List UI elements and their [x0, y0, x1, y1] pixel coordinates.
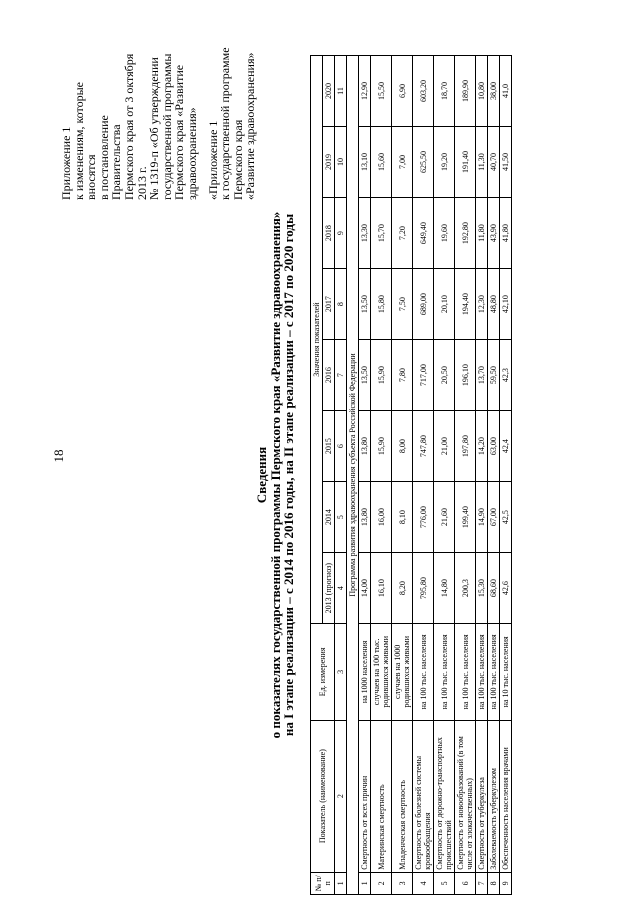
value-cell: 10,80 [476, 56, 488, 127]
value-cell: 189,90 [455, 56, 476, 127]
value-cell: 15,50 [371, 56, 392, 127]
header-num: № п/п [311, 872, 335, 894]
col-number: 11 [335, 56, 347, 127]
value-cell: 13,30 [359, 198, 371, 269]
value-cell: 19,60 [434, 198, 455, 269]
column-number-row [335, 56, 347, 895]
col-number: 3 [335, 624, 347, 720]
unit-cell: случаев на 1000 родившихся живыми [392, 624, 413, 720]
row-number: 8 [488, 872, 500, 894]
unit-cell: случаев на 100 тыс. родившихся живыми [371, 624, 392, 720]
value-cell: 200,3 [455, 553, 476, 624]
value-cell: 15,90 [371, 411, 392, 482]
value-cell: 15,70 [371, 198, 392, 269]
value-cell: 41,80 [500, 198, 512, 269]
unit-cell: на 100 тыс. населения [476, 624, 488, 720]
value-cell: 12,30 [476, 269, 488, 340]
section-title: Программа развития здравоохранения субъекта Российской Федерации [347, 56, 359, 895]
header-year: 2017 [323, 269, 335, 340]
value-cell: 191,40 [455, 127, 476, 198]
value-cell: 6,90 [392, 56, 413, 127]
value-cell: 13,10 [359, 127, 371, 198]
value-cell: 14,20 [476, 411, 488, 482]
value-cell: 196,10 [455, 340, 476, 411]
col-number: 9 [335, 198, 347, 269]
table-row [488, 56, 500, 895]
appendix-line: Пермского края [230, 119, 245, 200]
value-cell: 38,00 [488, 56, 500, 127]
appendix-line: здравоохранения» [184, 107, 199, 200]
unit-cell: на 100 тыс. населения [434, 624, 455, 720]
value-cell: 42,4 [500, 411, 512, 482]
appendix-line: государственной программы [159, 53, 174, 200]
indicator-name: Обеспеченность населения врачами [500, 720, 512, 872]
value-cell: 689,00 [413, 269, 434, 340]
value-cell: 68,60 [488, 553, 500, 624]
indicator-name: Материнская смертность [371, 720, 392, 872]
value-cell: 13,50 [359, 269, 371, 340]
value-cell: 43,90 [488, 198, 500, 269]
value-cell: 13,70 [476, 340, 488, 411]
value-cell: 7,50 [392, 269, 413, 340]
appendix-line: к государственной программе [218, 47, 233, 200]
value-cell: 199,40 [455, 482, 476, 553]
appendix-line: Пермского края от 3 октября 2013 г. [121, 53, 149, 200]
table-row [371, 56, 392, 895]
appendix-line: к изменениям, которые вносятся [71, 82, 99, 200]
value-cell: 41,50 [500, 127, 512, 198]
header-year: 2020 [323, 56, 335, 127]
col-number: 6 [335, 411, 347, 482]
title-line: о показателях государственной программы Пермского края «Развитие здравоохранения» [267, 211, 283, 739]
value-cell: 8,00 [392, 411, 413, 482]
indicator-name: Смертность от туберкулеза [476, 720, 488, 872]
value-cell: 192,80 [455, 198, 476, 269]
value-cell: 42,10 [500, 269, 512, 340]
value-cell: 13,50 [359, 340, 371, 411]
header-name: Показатель (наименование) [311, 720, 335, 872]
value-cell: 649,40 [413, 198, 434, 269]
table-row [359, 56, 371, 895]
value-cell: 15,80 [371, 269, 392, 340]
value-cell: 16,10 [371, 553, 392, 624]
value-cell: 603,20 [413, 56, 434, 127]
value-cell: 15,30 [476, 553, 488, 624]
value-cell: 8,10 [392, 482, 413, 553]
title-line: Сведения [254, 446, 269, 504]
header-year: 2016 [323, 340, 335, 411]
indicator-name: Смертность от новообразований (в том числе от злокачественных) [455, 720, 476, 872]
rotated-page-content [0, 45, 640, 905]
appendix-line: в постановление Правительства [96, 115, 124, 200]
col-number: 7 [335, 340, 347, 411]
row-number: 5 [434, 872, 455, 894]
value-cell: 40,70 [488, 127, 500, 198]
table-row [476, 56, 488, 895]
value-cell: 7,00 [392, 127, 413, 198]
value-cell: 747,80 [413, 411, 434, 482]
value-cell: 16,00 [371, 482, 392, 553]
row-number: 2 [371, 872, 392, 894]
value-cell: 63,00 [488, 411, 500, 482]
appendix-line: «Развитие здравоохранения» [243, 52, 258, 200]
page-number: 18 [51, 449, 66, 463]
row-number: 9 [500, 872, 512, 894]
indicator-name: Заболеваемость туберкулезом [488, 720, 500, 872]
table-row [434, 56, 455, 895]
value-cell: 717,00 [413, 340, 434, 411]
indicator-name: Смертность от всех причин [359, 720, 371, 872]
col-number: 5 [335, 482, 347, 553]
document-title [255, 45, 296, 905]
indicator-name: Смертность от болезней системы кровообращения [413, 720, 434, 872]
value-cell: 15,60 [371, 127, 392, 198]
value-cell: 42,6 [500, 553, 512, 624]
value-cell: 18,70 [434, 56, 455, 127]
value-cell: 15,90 [371, 340, 392, 411]
header-year: 2018 [323, 198, 335, 269]
value-cell: 14,80 [434, 553, 455, 624]
value-cell: 13,80 [359, 411, 371, 482]
header-year: 2014 [323, 482, 335, 553]
value-cell: 14,90 [476, 482, 488, 553]
appendix-line: № 1319-п «Об утверждении [147, 57, 162, 200]
value-cell: 13,80 [359, 482, 371, 553]
value-cell: 21,60 [434, 482, 455, 553]
value-cell: 42,3 [500, 340, 512, 411]
header-values-group: Значения показателей [311, 56, 323, 624]
col-number: 10 [335, 127, 347, 198]
indicator-name: Младенческая смертность [392, 720, 413, 872]
appendix-line: «Приложение 1 [205, 120, 220, 200]
header-unit: Ед. измерения [311, 624, 335, 720]
header-year: 2019 [323, 127, 335, 198]
value-cell: 625,50 [413, 127, 434, 198]
value-cell: 19,20 [434, 127, 455, 198]
value-cell: 12,90 [359, 56, 371, 127]
row-number: 1 [359, 872, 371, 894]
value-cell: 11,80 [476, 198, 488, 269]
col-number: 1 [335, 872, 347, 894]
value-cell: 67,00 [488, 482, 500, 553]
value-cell: 48,80 [488, 269, 500, 340]
indicator-name: Смертность от дорожно-транспортных происшествий [434, 720, 455, 872]
appendix-line: Приложение 1 [59, 126, 73, 200]
value-cell: 7,80 [392, 340, 413, 411]
table-row [455, 56, 476, 895]
value-cell: 194,40 [455, 269, 476, 340]
unit-cell: на 1000 населения [359, 624, 371, 720]
value-cell: 11,30 [476, 127, 488, 198]
table-row [392, 56, 413, 895]
value-cell: 42,5 [500, 482, 512, 553]
value-cell: 8,20 [392, 553, 413, 624]
unit-cell: на 10 тыс. населения [500, 624, 512, 720]
appendix-note [60, 40, 257, 200]
col-number: 8 [335, 269, 347, 340]
value-cell: 776,00 [413, 482, 434, 553]
unit-cell: на 100 тыс. населения [413, 624, 434, 720]
appendix-line: Пермского края «Развитие [172, 64, 187, 200]
row-number: 6 [455, 872, 476, 894]
header-year: 2013 (прогноз) [323, 553, 335, 624]
value-cell: 59,50 [488, 340, 500, 411]
value-cell: 20,50 [434, 340, 455, 411]
value-cell: 41,0 [500, 56, 512, 127]
table-row [413, 56, 434, 895]
unit-cell: на 100 тыс. населения [488, 624, 500, 720]
row-number: 3 [392, 872, 413, 894]
value-cell: 14,00 [359, 553, 371, 624]
value-cell: 21,00 [434, 411, 455, 482]
value-cell: 197,80 [455, 411, 476, 482]
table-row [500, 56, 512, 895]
value-cell: 7,20 [392, 198, 413, 269]
col-number: 4 [335, 553, 347, 624]
col-number: 2 [335, 720, 347, 872]
header-year: 2015 [323, 411, 335, 482]
value-cell: 20,10 [434, 269, 455, 340]
value-cell: 795,80 [413, 553, 434, 624]
unit-cell: на 100 тыс. населения [455, 624, 476, 720]
section-row [347, 56, 359, 895]
indicators-table [310, 55, 512, 895]
row-number: 7 [476, 872, 488, 894]
title-line: на I этапе реализации – с 2014 по 2016 годы, на II этапе реализации – с 2017 по 2020 годы [281, 213, 297, 737]
row-number: 4 [413, 872, 434, 894]
